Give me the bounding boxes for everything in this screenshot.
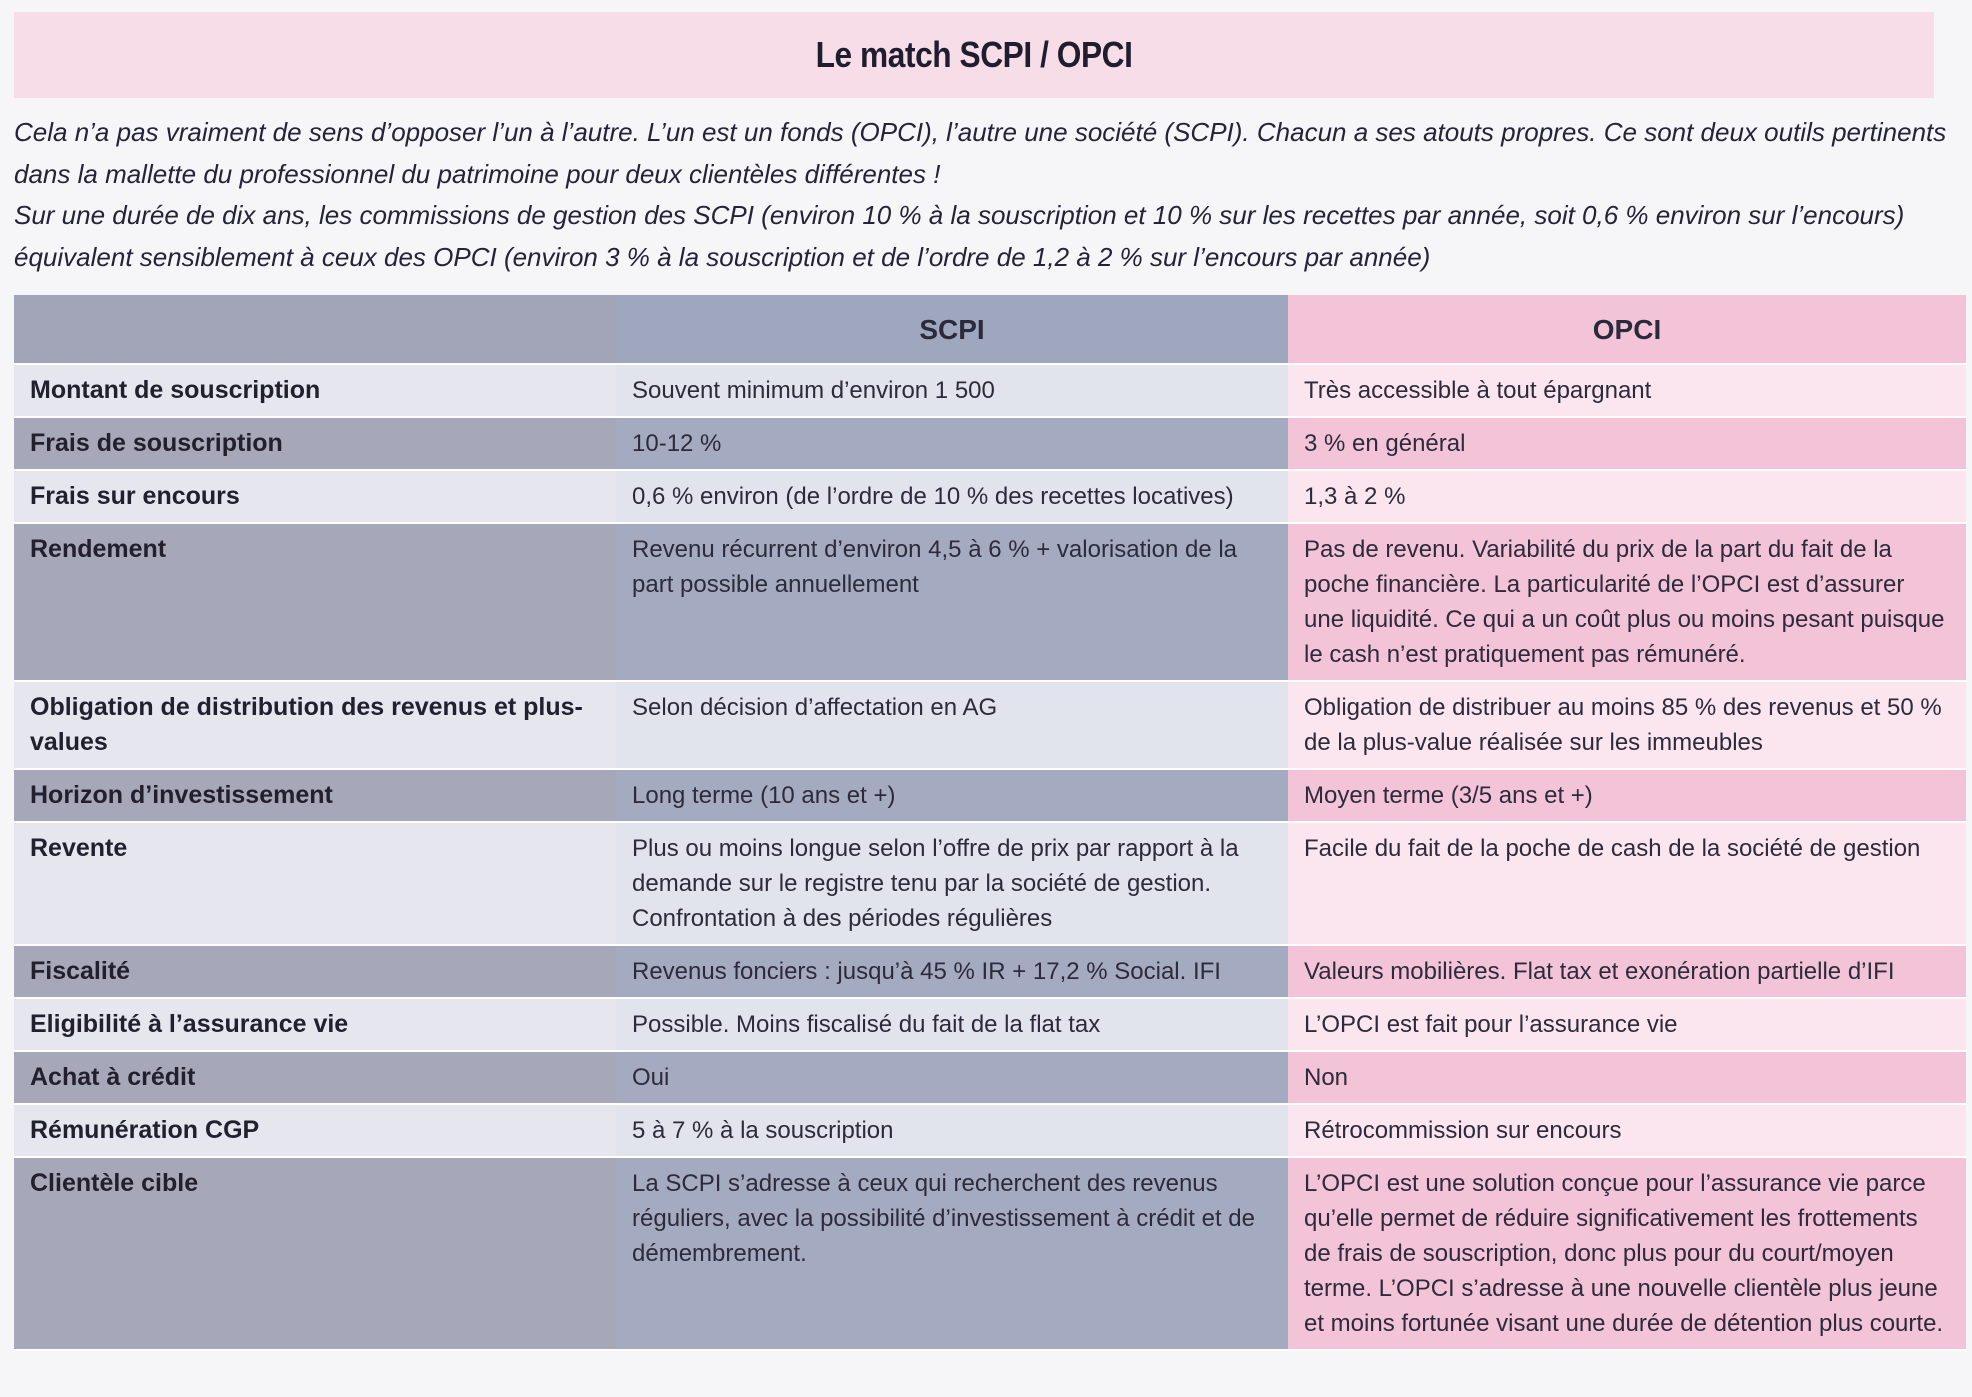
scpi-cell: 0,6 % environ (de l’ordre de 10 % des recettes locatives) — [616, 470, 1288, 523]
row-label: Obligation de distribution des revenus et plus-values — [14, 681, 616, 769]
table-header-row — [14, 295, 1966, 364]
opci-cell: 3 % en général — [1288, 417, 1966, 470]
intro-paragraph-2: Sur une durée de dix ans, les commissions de gestion des SCPI (environ 10 % à la souscription et 10 % sur les recettes par année, soit 0,6 % environ sur l’encours) équivalent sensiblement à ceux des OPCI (environ 3 % à la souscription et de l’ordre de 1,2 à 2 % sur l’encours par année) — [14, 200, 1905, 272]
opci-cell: Valeurs mobilières. Flat tax et exonération partielle d’IFI — [1288, 945, 1966, 998]
opci-cell: Très accessible à tout épargnant — [1288, 364, 1966, 417]
header-empty — [14, 295, 616, 364]
row-label: Rémunération CGP — [14, 1104, 616, 1157]
intro-paragraph-1: Cela n’a pas vraiment de sens d’opposer l’un à l’autre. L’un est un fonds (OPCI), l’autre une société (SCPI). Chacun a ses atouts propres. Ce sont deux outils pertinents dans la mallette du professionnel du patrimoine pour deux clientèles différentes ! — [14, 117, 1947, 189]
scpi-cell: Oui — [616, 1051, 1288, 1104]
row-label: Rendement — [14, 523, 616, 681]
table-row — [14, 945, 1966, 998]
opci-cell: Facile du fait de la poche de cash de la société de gestion — [1288, 822, 1966, 945]
scpi-cell: 5 à 7 % à la souscription — [616, 1104, 1288, 1157]
opci-cell: L’OPCI est une solution conçue pour l’assurance vie parce qu’elle permet de réduire significativement les frottements de frais de souscription, donc plus pour du court/moyen terme. L’OPCI s’adresse à une nouvelle clientèle plus jeune et moins fortunée visant une durée de détention plus courte. — [1288, 1157, 1966, 1350]
scpi-cell: La SCPI s’adresse à ceux qui recherchent des revenus réguliers, avec la possibilité d’investissement à crédit et de démembrement. — [616, 1157, 1288, 1350]
table-body — [14, 364, 1966, 1350]
row-label: Clientèle cible — [14, 1157, 616, 1350]
page-title: Le match SCPI / OPCI — [815, 34, 1133, 75]
table-row — [14, 1104, 1966, 1157]
opci-cell: Obligation de distribuer au moins 85 % des revenus et 50 % de la plus-value réalisée sur les immeubles — [1288, 681, 1966, 769]
intro-text — [14, 112, 1966, 278]
comparison-table — [14, 295, 1966, 1351]
header-opci: OPCI — [1288, 295, 1966, 364]
opci-cell: Non — [1288, 1051, 1966, 1104]
row-label: Horizon d’investissement — [14, 769, 616, 822]
row-label: Revente — [14, 822, 616, 945]
scpi-cell: Revenu récurrent d’environ 4,5 à 6 % + valorisation de la part possible annuellement — [616, 523, 1288, 681]
table-row — [14, 1051, 1966, 1104]
table-row — [14, 523, 1966, 681]
scpi-cell: Possible. Moins fiscalisé du fait de la flat tax — [616, 998, 1288, 1051]
scpi-cell: Plus ou moins longue selon l’offre de prix par rapport à la demande sur le registre tenu par la société de gestion. Confrontation à des périodes régulières — [616, 822, 1288, 945]
row-label: Achat à crédit — [14, 1051, 616, 1104]
scpi-cell: Revenus fonciers : jusqu’à 45 % IR + 17,2 % Social. IFI — [616, 945, 1288, 998]
table-row — [14, 470, 1966, 523]
scpi-cell: Long terme (10 ans et +) — [616, 769, 1288, 822]
table-row — [14, 681, 1966, 769]
header-scpi: SCPI — [616, 295, 1288, 364]
table-row — [14, 822, 1966, 945]
row-label: Frais sur encours — [14, 470, 616, 523]
table-row — [14, 769, 1966, 822]
scpi-cell: 10-12 % — [616, 417, 1288, 470]
opci-cell: Pas de revenu. Variabilité du prix de la part du fait de la poche financière. La particularité de l’OPCI est d’assurer une liquidité. Ce qui a un coût plus ou moins pesant puisque le cash n’est pratiquement pas rémunéré. — [1288, 523, 1966, 681]
scpi-cell: Selon décision d’affectation en AG — [616, 681, 1288, 769]
title-bar — [14, 12, 1934, 98]
table-row — [14, 1157, 1966, 1350]
row-label: Frais de souscription — [14, 417, 616, 470]
table-row — [14, 998, 1966, 1051]
row-label: Eligibilité à l’assurance vie — [14, 998, 616, 1051]
row-label: Fiscalité — [14, 945, 616, 998]
opci-cell: Moyen terme (3/5 ans et +) — [1288, 769, 1966, 822]
table-row — [14, 364, 1966, 417]
row-label: Montant de souscription — [14, 364, 616, 417]
opci-cell: L’OPCI est fait pour l’assurance vie — [1288, 998, 1966, 1051]
opci-cell: Rétrocommission sur encours — [1288, 1104, 1966, 1157]
table-row — [14, 417, 1966, 470]
opci-cell: 1,3 à 2 % — [1288, 470, 1966, 523]
scpi-cell: Souvent minimum d’environ 1 500 — [616, 364, 1288, 417]
